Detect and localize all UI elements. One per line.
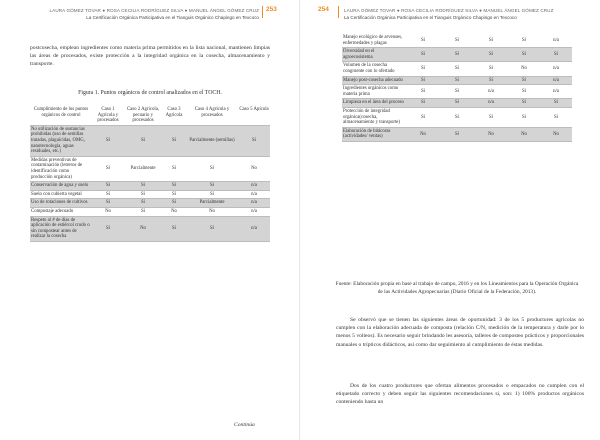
case-5-value: n/a	[238, 207, 270, 216]
table-row	[30, 125, 270, 156]
left-header-title: La Certificación Orgánica Participativa en el Tianguis Orgánico Chapingo en Texcoco	[86, 15, 259, 20]
case-5-value: Sí	[540, 99, 572, 108]
case-1-value: Sí	[406, 99, 440, 108]
row-label: Diversidad en el agroecosistema	[342, 48, 406, 62]
case-4-value: Sí	[186, 156, 238, 181]
case-3-value: Sí	[474, 107, 508, 127]
row-label: Manejo ecológico de arvenses, enfermedades y plagas	[342, 34, 406, 48]
row-label: Volumen de la cosecha congruente con lo ofertado	[342, 62, 406, 76]
case-4-value: No	[186, 207, 238, 216]
case-3-value: Sí	[162, 216, 186, 241]
table-row	[30, 216, 270, 241]
case-2-value: Sí	[440, 107, 474, 127]
row-label: Medidas preventivas de contaminación (letreros de identificación como producción orgánica)	[30, 156, 92, 181]
table-row	[30, 156, 270, 181]
case-2-value: No	[124, 216, 162, 241]
control-points-table	[30, 106, 270, 242]
row-label: Limpieza en el área del proceso	[342, 99, 406, 108]
case-4-value: Sí	[508, 85, 540, 99]
case-5-value: Sí	[540, 107, 572, 127]
left-page-number: 253	[266, 6, 277, 13]
header-case-3: Caso 3 Agrícola	[162, 106, 186, 125]
case-1-value: No	[406, 127, 440, 141]
case-3-value: No	[474, 127, 508, 141]
left-intro-paragraph: postcosecha, emplean ingredientes como materia prima permitidos en la lista nacional, mantienen limpias las áreas de procesados, existe protección a la integridad orgánica en la cosecha, almacenamiento y transporte.	[30, 45, 270, 68]
case-2-value: Sí	[124, 190, 162, 199]
right-paragraph-2: Dos de los cuatro productores que ofertan alimentos procesados o empacados no cumplen con el etiquetado correcto y deben seguir las siguientes recomendaciones si, son: 1) 100% productos orgánicos conteniendo hasta un	[336, 383, 584, 406]
row-label: Conservación de agua y suelo	[30, 182, 92, 191]
row-label: Respeto al # de días de aplicación de estiércol crudo o sin compostear antes de realizar la cosecha	[30, 216, 92, 241]
table-row	[30, 207, 270, 216]
case-4-value: No	[508, 62, 540, 76]
header-case-4: Caso 4 Agrícola y procesados	[186, 106, 238, 125]
left-header-authors: LAURA GÓMEZ TOVAR ● ROSA CECILIA RODRÍGUEZ SILVA ● MANUEL ÁNGEL GÓMEZ CRUZ	[49, 8, 259, 13]
case-1-value: Sí	[92, 199, 124, 208]
case-1-value: Sí	[92, 182, 124, 191]
table-source-note: Fuente: Elaboración propia en base al trabajo de campo, 2016 y en los Lineamientos para la Operación Orgánica de las Actividades Agropecuarias (Diario Oficial de la Federación, 2013).	[335, 281, 579, 295]
table-row	[342, 127, 572, 141]
table-row	[342, 99, 572, 108]
table-row	[342, 34, 572, 48]
table-row	[30, 182, 270, 191]
row-label: Ingredientes orgánicos como materia prima	[342, 85, 406, 99]
header-case-2: Caso 2 Agrícola, pecuario y procesados	[124, 106, 162, 125]
table-row	[30, 199, 270, 208]
case-1-value: Sí	[406, 48, 440, 62]
case-2-value: Sí	[440, 34, 474, 48]
row-label: Uso de rotaciones de cultivos	[30, 199, 92, 208]
case-1-value: Sí	[92, 216, 124, 241]
case-3-value: Sí	[474, 62, 508, 76]
case-4-value: No	[508, 127, 540, 141]
case-5-value: No	[238, 156, 270, 181]
case-5-value: n/a	[238, 216, 270, 241]
header-control-points: Cumplimiento de los puntos orgánicos de control	[30, 106, 92, 125]
case-4-value: Sí	[508, 48, 540, 62]
case-1-value: Sí	[406, 76, 440, 85]
case-5-value: Sí	[238, 125, 270, 156]
table-row	[342, 48, 572, 62]
case-5-value: n/a	[540, 62, 572, 76]
case-2-value: Sí	[124, 207, 162, 216]
header-case-5: Caso 5 Apícola	[238, 106, 270, 125]
case-3-value: No	[162, 207, 186, 216]
case-4-value: Parcialmente (semillas)	[186, 125, 238, 156]
row-label: No utilización de sustancias prohibidas (uso de semillas tratadas, plaguicidas, OMG, nanotecnología, aguas residuales, etc.)	[30, 125, 92, 156]
right-paragraph-1: Se observó que se tienen las siguientes áreas de oportunidad: 3 de los 5 productores agrícolas no cumplen con la elaboración adecuada de composta (relación C/N, medición de la temperatura y darle por lo menos 5 volteos). Es necesario seguir brindando les asesoría, talleres de composteo prácticos y proporcionales manuales o trípticos didácticos, así como dar seguimiento al cumplimiento de éstas medidas.	[336, 317, 584, 348]
case-1-value: Sí	[406, 34, 440, 48]
figure-caption: Figura 1. Puntos orgánicos de control analizados en el TOCH.	[78, 90, 222, 96]
case-4-value: Sí	[508, 107, 540, 127]
row-label: Suelo con cubierta vegetal	[30, 190, 92, 199]
table-row	[342, 76, 572, 85]
case-5-value: n/a	[540, 85, 572, 99]
right-page	[300, 0, 600, 440]
case-2-value: Sí	[440, 76, 474, 85]
row-label: Elaboración de bitácoras (actividades/ ventas)	[342, 127, 406, 141]
case-1-value: Sí	[92, 156, 124, 181]
table-row	[342, 62, 572, 76]
case-3-value: Sí	[162, 125, 186, 156]
case-2-value: Sí	[440, 127, 474, 141]
case-4-value: Sí	[508, 99, 540, 108]
row-label: Protección de integridad orgánica(cosecha, almacenamiento y transporte)	[342, 107, 406, 127]
case-3-value: Sí	[162, 182, 186, 191]
case-2-value: Sí	[124, 125, 162, 156]
case-3-value: n/a	[474, 99, 508, 108]
case-2-value: Sí	[440, 48, 474, 62]
case-4-value: Sí	[508, 34, 540, 48]
case-3-value: Sí	[162, 156, 186, 181]
table-header-row	[30, 106, 270, 125]
right-header-title: La Certificación Orgánica Participativa en el Tianguis Orgánico Chapingo en Texcoco	[344, 15, 517, 20]
case-2-value: Sí	[124, 182, 162, 191]
control-points-table-continued	[342, 34, 572, 142]
case-4-value: Parcialmente	[186, 199, 238, 208]
row-label: Manejo post-cosecha adecuado	[342, 76, 406, 85]
case-1-value: Sí	[406, 107, 440, 127]
case-2-value: Sí	[440, 85, 474, 99]
table-row	[342, 85, 572, 99]
case-1-value: Sí	[92, 125, 124, 156]
case-5-value: Sí	[540, 48, 572, 62]
left-running-header	[29, 7, 259, 21]
case-3-value: Sí	[474, 34, 508, 48]
case-2-value: Parcialmente	[124, 156, 162, 181]
case-4-value: Sí	[186, 190, 238, 199]
case-5-value: n/a	[238, 190, 270, 199]
case-4-value: Sí	[508, 76, 540, 85]
right-header-divider	[338, 6, 339, 18]
header-case-1: Caso 1 Agrícola y procesados	[92, 106, 124, 125]
continua-label: Continúa	[234, 422, 255, 428]
left-header-divider	[262, 6, 263, 18]
case-1-value: No	[92, 207, 124, 216]
case-3-value: Sí	[162, 190, 186, 199]
case-5-value: n/a	[540, 34, 572, 48]
case-2-value: Sí	[440, 99, 474, 108]
case-4-value: Sí	[186, 216, 238, 241]
case-2-value: Sí	[124, 199, 162, 208]
case-4-value: Sí	[186, 182, 238, 191]
case-3-value: n/a	[474, 85, 508, 99]
table-row	[30, 190, 270, 199]
case-1-value: Sí	[92, 190, 124, 199]
case-1-value: Sí	[406, 85, 440, 99]
case-5-value: n/a	[540, 76, 572, 85]
case-5-value: n/a	[238, 182, 270, 191]
case-3-value: Sí	[162, 199, 186, 208]
case-1-value: Sí	[406, 62, 440, 76]
case-2-value: Sí	[440, 62, 474, 76]
case-5-value: No	[540, 127, 572, 141]
case-3-value: Sí	[474, 76, 508, 85]
right-running-header	[344, 7, 574, 21]
right-page-number: 254	[318, 6, 329, 13]
row-label: Compostaje adecuado	[30, 207, 92, 216]
case-5-value: n/a	[238, 199, 270, 208]
right-header-authors: LAURA GÓMEZ TOVAR ● ROSA CECILIA RODRÍGUEZ SILVA ● MANUEL ÁNGEL GÓMEZ CRUZ	[344, 8, 554, 13]
case-3-value: Sí	[474, 48, 508, 62]
table-row	[342, 107, 572, 127]
